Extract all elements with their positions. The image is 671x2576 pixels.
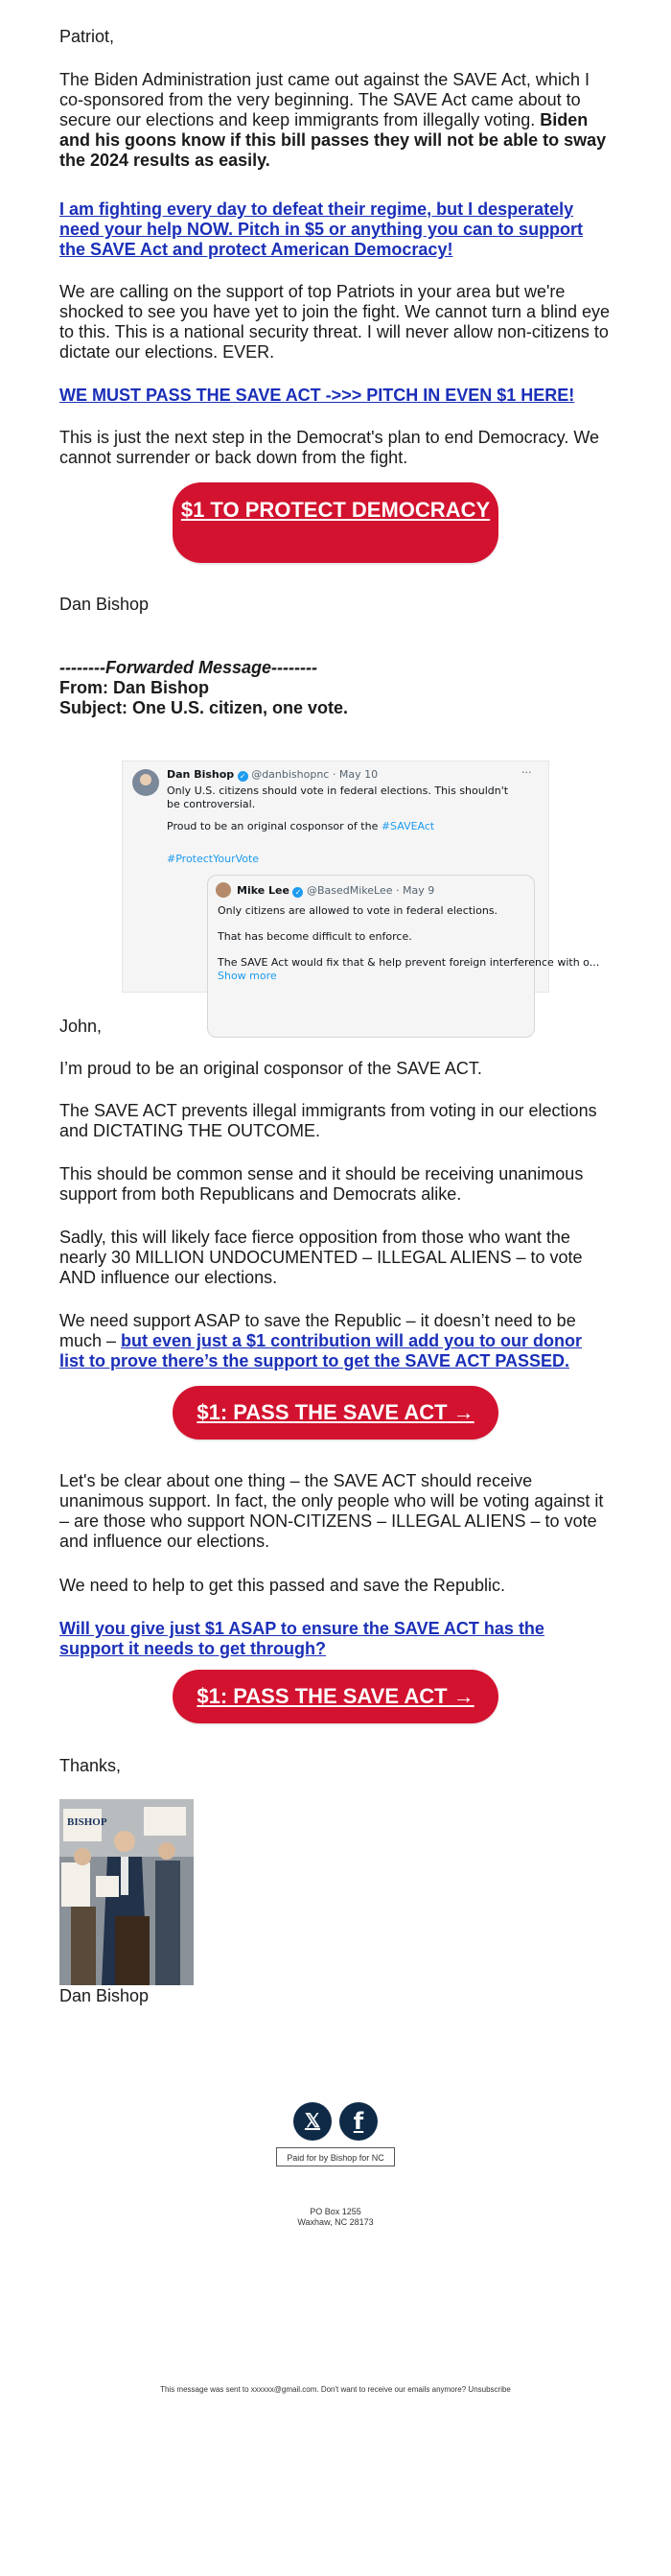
- quoted-line-2: That has become difficult to enforce.: [218, 930, 412, 943]
- donate-link-2[interactable]: WE MUST PASS THE SAVE ACT ->>> PITCH IN EVEN $1 HERE!: [59, 386, 575, 405]
- forwarded-divider: --------Forwarded Message--------: [59, 658, 317, 677]
- donate-link-1[interactable]: I am fighting every day to defeat their regime, but I desperately need your help NOW. Pitch in $5 or anything you can to support the SAVE Act and protect American Democracy!: [59, 199, 584, 259]
- x-social-icon[interactable]: 𝕏: [293, 2102, 332, 2141]
- pass-save-act-button-1[interactable]: $1: PASS THE SAVE ACT →: [173, 1386, 498, 1440]
- facebook-icon[interactable]: f: [339, 2102, 378, 2141]
- protect-democracy-button[interactable]: $1 TO PROTECT DEMOCRACY: [173, 482, 498, 563]
- pass-save-act-button-2[interactable]: $1: PASS THE SAVE ACT →: [173, 1670, 498, 1723]
- donor-list-link[interactable]: but even just a $1 contribution will add you to our donor list to prove there’s the support to get the SAVE ACT PASSED.: [59, 1331, 583, 1370]
- give-link-paragraph: [59, 1619, 612, 1659]
- tweet-text-2: [167, 820, 531, 833]
- signature-2: Dan Bishop: [59, 1986, 150, 2005]
- help-paragraph: We need to help to get this passed and save the Republic.: [59, 1576, 505, 1595]
- quoted-verified-icon: ✓: [292, 887, 303, 898]
- donate-link-paragraph: [59, 199, 612, 260]
- intro-text: The Biden Administration just came out against the SAVE Act, which I co-sponsored from the very beginning. The SAVE Act came about to secure our elections and keep immigrants from illegally voting.: [59, 70, 590, 129]
- john-greeting: John,: [59, 1017, 103, 1036]
- address-line-1: PO Box 1255: [310, 2207, 361, 2216]
- footer-unsubscribe[interactable]: This message was sent to xxxxxx@gmail.com. Don't want to receive our emails anymore? Unsubscribe: [160, 2385, 511, 2394]
- calling-paragraph: We are calling on the support of top Patriots in your area but we're shocked to see you have yet to join the fight. We cannot turn a blind eye to this. This is a national security threat. I will never allow non-citizens to dictate our elections. EVER.: [59, 282, 611, 362]
- next-step-paragraph: This is just the next step in the Democrat's plan to end Democracy. We cannot surrender or back down from the fight.: [59, 428, 600, 467]
- campaign-sign-text: BISHOP: [67, 1816, 107, 1828]
- forwarded-from: From: Dan Bishop: [59, 678, 209, 697]
- hashtag-protect-your-vote[interactable]: #ProtectYourVote: [167, 853, 260, 865]
- tweet-avatar: [132, 769, 159, 796]
- tweet-handle-date: @danbishopnc · May 10: [251, 768, 379, 781]
- prevents-paragraph: The SAVE ACT prevents illegal immigrants from voting in our elections and DICTATING THE OUTCOME.: [59, 1101, 597, 1140]
- quoted-line-1: Only citizens are allowed to vote in federal elections.: [218, 904, 498, 917]
- tweet-text-2-body: Proud to be an original cosponsor of the: [167, 820, 382, 832]
- support-text: We need support ASAP to save the Republic – it doesn’t need to be much –: [59, 1311, 576, 1350]
- support-paragraph: [59, 1311, 612, 1371]
- clear-paragraph: Let's be clear about one thing – the SAVE ACT should receive unanimous support. In fact, the only people who will be voting against it – are those who support NON-CITIZENS – ILLEGAL ALIENS – to vote and influence our elections.: [59, 1471, 604, 1551]
- forwarded-subject: Subject: One U.S. citizen, one vote.: [59, 698, 349, 717]
- common-sense-paragraph: This should be common sense and it should be receiving unanimous support from both Republicans and Democrats alike.: [59, 1164, 584, 1204]
- quoted-avatar: [216, 882, 231, 898]
- tweet-text-1: Only U.S. citizens should vote in federal elections. This shouldn't be controversial.: [167, 785, 509, 810]
- address-line-2: Waxhaw, NC 28173: [297, 2217, 374, 2227]
- quoted-handle-date: @BasedMikeLee · May 9: [306, 884, 435, 897]
- tweet-embed[interactable]: [122, 761, 600, 993]
- sadly-paragraph: Sadly, this will likely face fierce opposition from those who want the nearly 30 MILLION UNDOCUMENTED – ILLEGAL ALIENS – to vote AND influence our elections.: [59, 1228, 583, 1287]
- dan-bishop-photo: [59, 1799, 194, 1985]
- quoted-tweet[interactable]: [207, 875, 600, 1038]
- quoted-author-name: Mike Lee: [237, 884, 289, 897]
- paid-for-disclaimer: Paid for by Bishop for NC: [276, 2147, 395, 2166]
- more-options-icon[interactable]: ···: [521, 766, 532, 779]
- verified-icon: ✓: [238, 771, 248, 782]
- signature-1: Dan Bishop: [59, 595, 150, 614]
- show-more-link[interactable]: Show more: [218, 970, 277, 982]
- intro-bold-text: Biden and his goons know if this bill passes they will not be able to sway the 2024 results as easily.: [59, 110, 607, 170]
- proud-paragraph: I’m proud to be an original cosponsor of the SAVE ACT.: [59, 1059, 482, 1078]
- thanks: Thanks,: [59, 1756, 122, 1775]
- hashtag-save-act[interactable]: #SAVEAct: [381, 820, 435, 832]
- greeting: Patriot,: [59, 27, 115, 46]
- forwarded-header: [59, 658, 612, 718]
- intro-paragraph: [59, 70, 612, 171]
- pass-save-act-link-paragraph: [59, 386, 612, 406]
- tweet-header: [167, 768, 531, 782]
- tweet-author-name: Dan Bishop: [167, 768, 235, 781]
- quoted-header: [237, 884, 524, 898]
- quoted-line-3: The SAVE Act would fix that & help prevent foreign interference with o...: [218, 956, 600, 969]
- donate-link-3[interactable]: Will you give just $1 ASAP to ensure the SAVE ACT has the support it needs to get through?: [59, 1619, 544, 1658]
